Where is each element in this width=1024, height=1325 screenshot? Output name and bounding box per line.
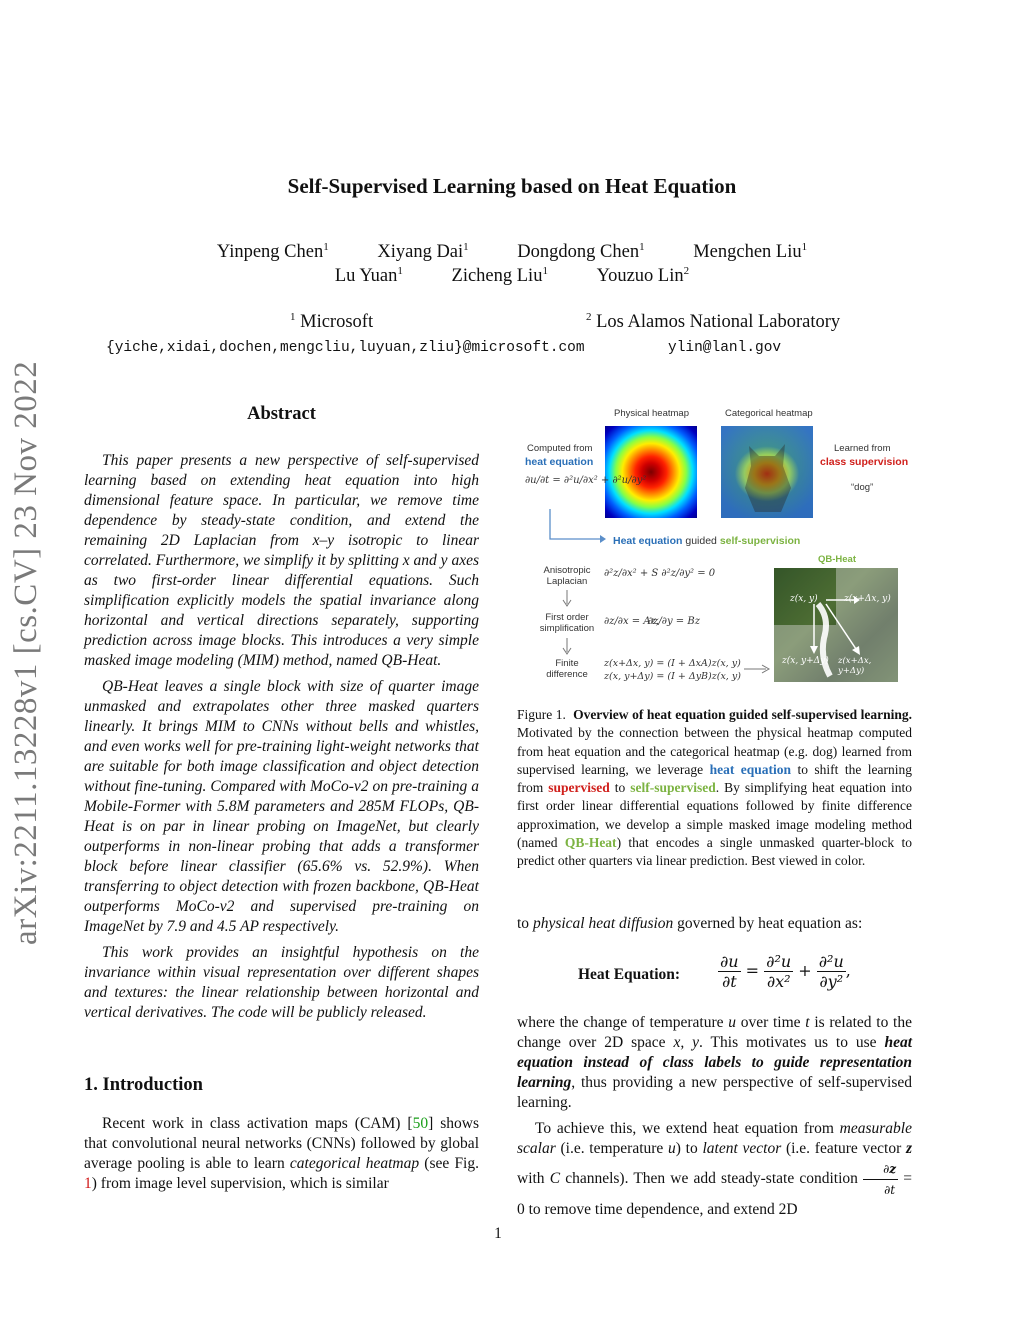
categorical-heatmap-image — [721, 426, 813, 518]
figure-1-caption: Figure 1. Overview of heat equation guided self-supervised learning. Motivated by the connection between the physical heatmap computed from heat equation and the categorical heatmap (e.g. dog) learned from supervised learning, we leverage heat equation to shift the learning from supervised to self-supervised. By simplifying heat equation into first order linear differential equations followed by finite difference approximation, we develop a simple masked image modeling method (named QB-Heat) that encodes a single unmasked quarter-block to predict other quarters via linear prediction. Best viewed in color. — [517, 707, 913, 869]
abstract-paragraph: This work provides an insightful hypothesis on the invariance within visual representation over different shapes and textures: the linear relationship between horizontal and vertical derivatives. The code will be publicly released. — [84, 944, 479, 1021]
authors-line-1 — [0, 241, 1024, 263]
heat-equation-formula: $\frac{\partial u}{\partial t}$ = $\frac{\text{∂²u}}{\text{∂x²}}$ + $\frac{\text{∂²u}}{\text{∂y²}}$ , — [720, 952, 851, 991]
figure-link[interactable]: 1 — [84, 1175, 92, 1192]
author: Dongdong Chen$^1$ — [517, 241, 645, 263]
author: Zicheng Liu$^1$ — [451, 265, 548, 287]
dog-label: “dog” — [851, 482, 874, 493]
fig-eq-first-a: ∂z/∂x = Az, — [604, 616, 660, 627]
abstract-paragraph: This paper presents a new perspective of self-supervised learning based on extending heat equation into high dimensional feature space. In particular, we remove time dependence by steady-state condition, and extend the remaining 2D Laplacian from x–y isotropic to linear correlated. Furthermore, we simplify it by splitting x and y axes as two first-order linear differential equations. Such simplification explicitly models the spatial invariance along horizontal and vertical directions separately, supporting prediction across image blocks. This introduces a very simple masked image modeling (MIM) method, named QB-Heat. — [84, 452, 479, 669]
down-arrow — [562, 638, 572, 656]
physical-heatmap-label: Physical heatmap — [614, 408, 689, 419]
class-supervision-label: class supervision — [820, 456, 909, 468]
fig-eq-fd2: z(x, y+Δy) = (I + ΔyB)z(x, y) — [604, 671, 741, 682]
authors-line-2 — [0, 265, 1024, 287]
horse-image-quarters — [774, 568, 898, 682]
heat-equation-label-main: Heat Equation: — [578, 966, 681, 983]
anisotropic-laplacian-label: Anisotropic Laplacian — [543, 565, 591, 587]
quarter-label-tl: z(x, y) — [790, 594, 818, 604]
arxiv-stamp: arXiv:2211.13228v1 [cs.CV] 23 Nov 2022 — [8, 360, 44, 945]
physical-heatmap-image — [605, 426, 697, 518]
fig-eq-heat: ∂u/∂t = ∂²u/∂x² + ∂²u/∂y² — [525, 475, 647, 486]
quarter-label-br: z(x+Δx, y+Δy) — [838, 656, 872, 676]
intro-paragraph: Recent work in class activation maps (CAM) [50] shows that convolutional neural networks (CNNs) followed by global average pooling is able to learn categorical heatmap (see Fig. 1) from image level supervision, which is similar — [84, 1115, 479, 1192]
quarter-label-bl: z(x, y+Δy) — [782, 656, 829, 666]
computed-from-label: Computed from — [527, 443, 593, 454]
author: Mengchen Liu$^1$ — [693, 241, 808, 263]
right-paragraph-3: To achieve this, we extend heat equation from measurable scalar (i.e. temperature u) to latent vector (i.e. feature vector z with C channels). Then we add steady-state condition $\frac{\partial z}{\partial t}$ = 0 to remove time dependence, and extend 2D — [517, 1120, 913, 1218]
page-number: 1 — [494, 1225, 502, 1242]
dog-silhouette — [721, 426, 813, 518]
affiliation-2: $^2$ Los Alamos National Laboratory — [586, 311, 841, 333]
right-arrow — [744, 664, 772, 674]
learned-from-label: Learned from — [834, 443, 891, 454]
email-microsoft: {yiche,xidai,dochen,mengcliu,luyuan,zliu}@microsoft.com — [106, 340, 585, 356]
abstract-paragraph: QB-Heat leaves a single block with size of quarter image unmasked and extrapolates other three masked quarters linearly. It brings MIM to CNNs without bells and whistles, and even works well for pre-training light-weight networks that are suitable for both image classification and object detection without fine-tuning. Compared with MoCo-v2 on pre-training a Mobile-Former with 5.8M parameters and 285M FLOPs, QB-Heat is on par in linear probing on ImageNet, but clearly outperforms in non-linear probing that adds a transformer block before linear classifier (65.6% vs. 52.9%). When transferring to object detection with frozen backbone, QB-Heat outperforms MoCo-v2 and supervised pre-training on ImageNet by 7.9 and 4.5 AP respectively. — [84, 678, 479, 935]
section-heading-introduction: 1. Introduction — [84, 1075, 203, 1095]
author: Xiyang Dai$^1$ — [377, 241, 469, 263]
right-paragraph-1: to physical heat diffusion governed by heat equation as: — [517, 915, 863, 932]
down-arrow — [562, 590, 572, 608]
right-paragraph-2: where the change of temperature u over time t is related to the change over 2D space x, y. This motivates us to use heat equation instead of class labels to guide representation learning, thus providing a new perspective of self-supervised learning. To achieve this, we extend heat equation from measurable scalar (i.e. temperature u) to latent vector (i.e. feature vector z with C channels). Then we add steady-state condition $\frac{\partial z}{\partial t}$ = 0 to remove time dependence, and extend 2D — [517, 1014, 913, 1218]
author: Youzuo Lin$^2$ — [596, 265, 690, 287]
affiliation-1: $^1$ Microsoft — [290, 311, 374, 333]
finite-difference-label: Finite difference — [546, 658, 588, 680]
abstract-heading: Abstract — [247, 404, 316, 424]
fig-eq-first-b: ∂z/∂y = Bz — [648, 616, 700, 627]
guided-heading: Heat equation guided self-supervision — [613, 535, 801, 547]
email-lanl: ylin@lanl.gov — [668, 340, 782, 356]
qb-heat-label: QB-Heat — [818, 554, 857, 565]
citation-link[interactable]: 50 — [412, 1115, 429, 1132]
first-order-label: First order simplification — [539, 612, 595, 634]
author: Lu Yuan$^1$ — [334, 265, 403, 287]
categorical-heatmap-label: Categorical heatmap — [725, 408, 813, 419]
fig-eq-aniso: ∂²z/∂x² + S ∂²z/∂y² = 0 — [604, 568, 716, 579]
fig-eq-fd1: z(x+Δx, y) = (I + ΔxA)z(x, y) — [604, 658, 741, 669]
paper-title: Self-Supervised Learning based on Heat Equation — [287, 174, 737, 198]
heat-equation-label: heat equation — [525, 456, 594, 468]
abstract-body — [84, 451, 479, 1029]
flow-arrow — [540, 505, 610, 545]
quarter-label-tr: z(x+Δx, y) — [844, 594, 891, 604]
author: Yinpeng Chen$^1$ — [216, 241, 329, 263]
